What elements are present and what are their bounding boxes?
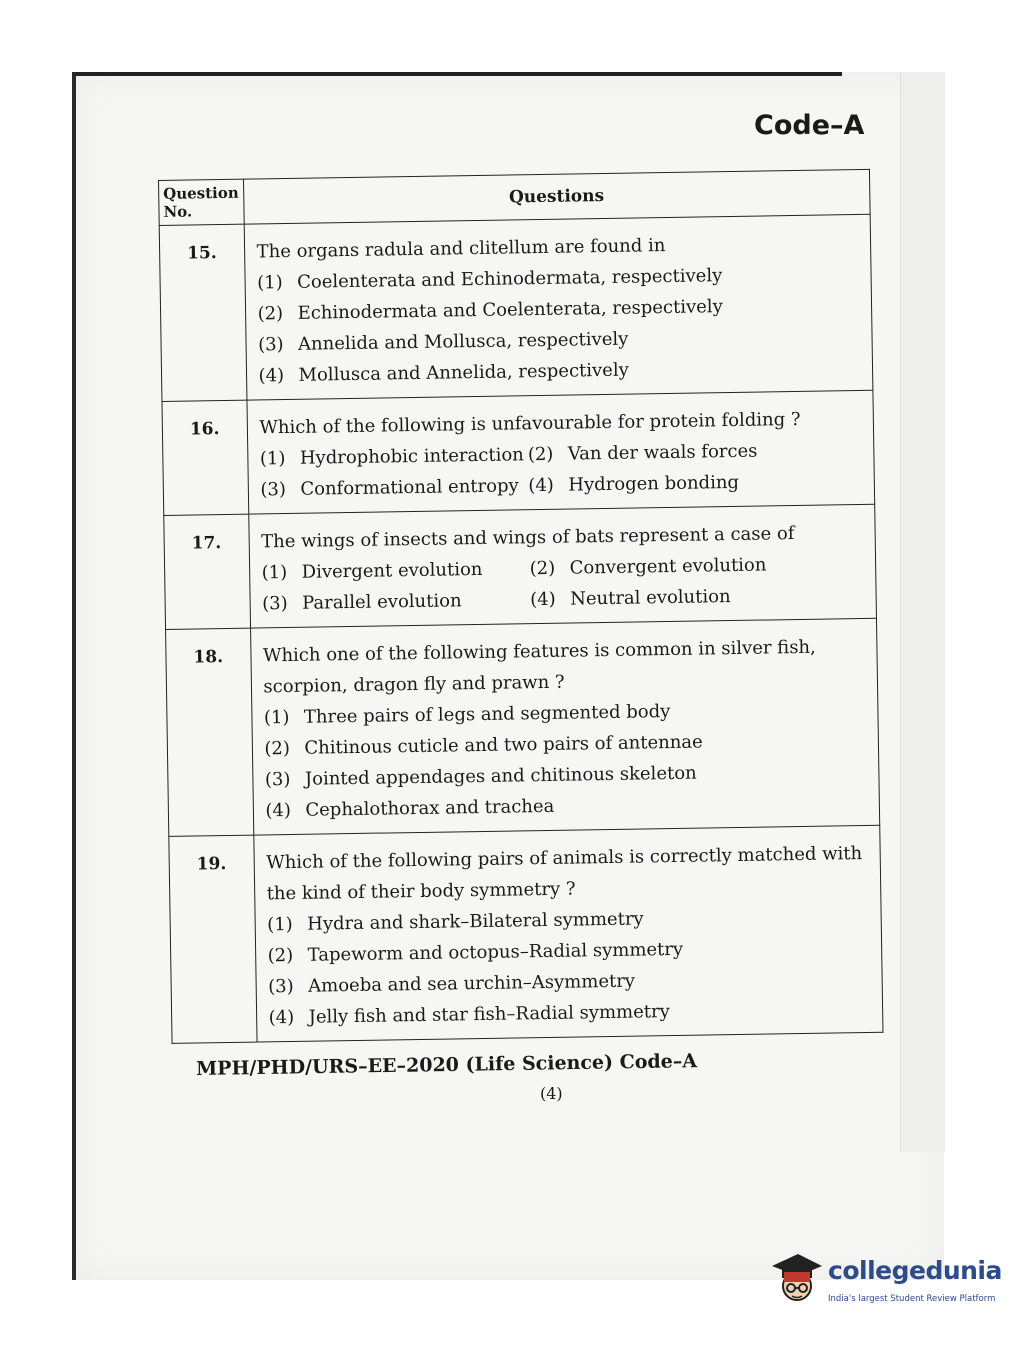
option-number: (2) — [257, 303, 284, 325]
paper-code: Code–A — [754, 110, 865, 141]
option-text: Convergent evolution — [569, 554, 767, 579]
question-row — [164, 504, 877, 629]
option-text: Amoeba and sea urchin–Asymmetry — [308, 970, 636, 997]
option-number: (2) — [264, 737, 291, 760]
option-number: (2) — [267, 944, 294, 967]
graduate-cap-face-icon — [768, 1250, 824, 1306]
option-text: Three pairs of legs and segmented body — [303, 701, 671, 728]
option-text: Van der waals forces — [567, 440, 758, 465]
scan-border-left — [72, 72, 76, 1280]
option-text: Jelly fish and star fish–Radial symmetry — [308, 1001, 670, 1028]
brand-tagline: India's largest Student Review Platform — [828, 1294, 996, 1304]
option-text: Annelida and Mollusca, respectively — [297, 328, 629, 355]
question-stem: Which of the following is unfavourable for protein folding ? — [259, 408, 801, 439]
question-stem: Which one of the following features is common in silver fish, scorpion, dragon fly and prawn ? — [262, 636, 816, 698]
option — [528, 465, 864, 501]
option-text: Hydrogen bonding — [568, 471, 740, 496]
question-stem: The organs radula and clitellum are found in — [256, 235, 666, 263]
question-number: 18. — [166, 628, 254, 836]
question-row — [169, 825, 883, 1043]
scan-border-top — [72, 72, 842, 76]
option — [262, 584, 530, 619]
option — [260, 470, 528, 505]
question-number: 16. — [162, 400, 248, 515]
collegedunia-watermark — [768, 1250, 1002, 1312]
question-body — [250, 618, 880, 835]
question-body — [248, 504, 876, 628]
option — [530, 579, 866, 615]
option-text: Neutral evolution — [569, 586, 731, 610]
option-text: Mollusca and Annelida, respectively — [298, 359, 629, 386]
question-number: 19. — [169, 835, 257, 1043]
option-grid — [261, 548, 865, 619]
option-number: (3) — [268, 975, 294, 998]
option — [260, 439, 528, 474]
option-number: (4) — [265, 799, 292, 822]
question-body — [253, 825, 883, 1042]
option-number: (2) — [527, 443, 554, 466]
question-number: 15. — [159, 224, 246, 401]
question-body — [246, 390, 874, 514]
option-number: (1) — [267, 913, 293, 936]
exam-footer: MPH/PHD/URS–EE–2020 (Life Science) Code–A — [196, 1050, 698, 1080]
option-number: (4) — [268, 1006, 295, 1029]
option-text: Coelenterata and Echinodermata, respectively — [296, 265, 723, 293]
option-text: Tapeworm and octopus–Radial symmetry — [307, 938, 684, 966]
question-number: 17. — [164, 514, 250, 629]
page-edge — [900, 72, 945, 1152]
question-row — [166, 618, 880, 836]
option-text: Parallel evolution — [302, 590, 462, 614]
option-number: (3) — [262, 593, 288, 615]
option-number: (1) — [261, 562, 288, 584]
question-table — [158, 169, 883, 1044]
option-number: (3) — [260, 479, 287, 501]
option-text: Jointed appendages and chitinous skeleton — [304, 762, 697, 790]
option-number: (4) — [529, 588, 556, 611]
option-number: (1) — [259, 448, 286, 470]
page-number: (4) — [540, 1084, 563, 1103]
option-number: (3) — [264, 768, 291, 791]
option-text: Chitinous cuticle and two pairs of antennae — [304, 731, 703, 759]
question-stem: The wings of insects and wings of bats represent a case of — [261, 523, 795, 553]
question-row — [159, 214, 873, 401]
option-text: Echinodermata and Coelenterata, respectively — [297, 296, 723, 324]
option-number: (4) — [528, 474, 555, 497]
option-text: Hydrophobic interaction — [299, 444, 524, 469]
option-text: Hydra and shark–Bilateral symmetry — [307, 908, 644, 935]
option-grid — [260, 434, 864, 505]
option-text: Conformational entropy — [300, 475, 519, 500]
brand-name: collegedunia — [828, 1256, 1002, 1285]
option-number: (4) — [258, 365, 285, 387]
option-number: (2) — [529, 557, 556, 580]
column-header-questions: Questions — [243, 169, 870, 224]
question-body — [244, 214, 873, 400]
option-number: (3) — [257, 334, 284, 356]
question-row — [162, 390, 875, 515]
option-text: Divergent evolution — [301, 558, 483, 583]
question-stem: Which of the following pairs of animals is correctly matched with the kind of their body symmetry ? — [266, 843, 863, 905]
option-number: (1) — [256, 272, 283, 294]
option-text: Cephalothorax and trachea — [305, 795, 555, 821]
option-number: (1) — [263, 707, 290, 729]
column-header-question-no: Question No. — [159, 179, 244, 225]
option — [261, 553, 529, 588]
